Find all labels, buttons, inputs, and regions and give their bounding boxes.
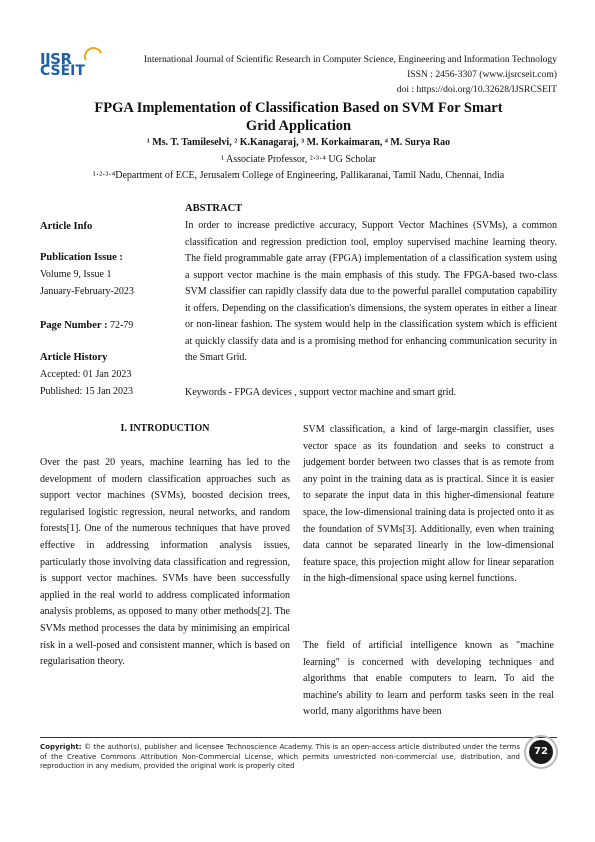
accepted-date: Accepted: 01 Jan 2023 [40, 369, 132, 380]
journal-issn: ISSN : 2456-3307 (www.ijsrcseit.com) [407, 69, 557, 80]
intro-paragraph-2: SVM classification, a kind of large-margin classifier, uses vector space as its foundation and seeks to construct a judgement border between two classes that is as remote from any point in the training data as is practical. Since it is easier to separate the input data in this higher-dimensional feature space, the low-dimensional training data is projected onto it as the foundation of SVMs[3]. Additionally, even when training data cannot be separated linearly in the low-dimensional feature space, this projection might allow for linear separation in the high-dimensional space using kernel functions. [303, 424, 554, 585]
intro-paragraph-3: The field of artificial intelligence known as "machine learning" is concerned with developing techniques and algorithms that enable computers to learn. To aid the machine's ability to learn and perform tasks seen in the real world, many algorithms have been [303, 640, 554, 718]
journal-name: International Journal of Scientific Research in Computer Science, Engineering and Information Technology [143, 54, 557, 65]
article-history-label: Article History [40, 352, 108, 363]
paper-title-line1: FPGA Implementation of Classification Based on SVM For Smart [94, 100, 503, 116]
publication-issue-label: Publication Issue : [40, 252, 123, 263]
paper-authors: ¹ Ms. T. Tamileselvi, ² K.Kanagaraj, ³ M. Korkaimaran, ⁴ M. Surya Rao [146, 137, 451, 148]
publication-period: January-February-2023 [40, 286, 134, 297]
article-info-label: Article Info [40, 221, 93, 232]
intro-paragraph-1: Over the past 20 years, machine learning has led to the development of modern classification approaches such as support vector machines (SVMs), boosted decision trees, regularised logistic regression, neural networks, and random forests[1]. One of the numerous techniques that have proved effective in addressing information analysis issues, particularly those involving data classification and regression, is support vector machines. SVMs have been successfully applied in the real world to address complicated information analysis problems, as opposed to many other methods[2]. The SVMs method processes the data by minimising an empirical risk in a well-posed and consistent manner, which is based on regularisation theory. [40, 457, 290, 668]
logo-bottom-text: CSEIT [40, 63, 85, 79]
author-affiliation: ¹·²·³·⁴Department of ECE, Jerusalem College of Engineering, Pallikaranai, Tamil Nadu, Chennai, India [92, 170, 505, 181]
volume-issue: Volume 9, Issue 1 [40, 269, 112, 280]
author-roles: ¹ Associate Professor, ²·³·⁴ UG Scholar [221, 154, 376, 165]
section-heading-introduction: I. INTRODUCTION [120, 423, 210, 434]
page-number-badge: 72 [529, 740, 553, 764]
journal-logo [40, 50, 102, 80]
paper-title-line2: Grid Application [245, 118, 352, 134]
abstract-body: In order to increase predictive accuracy, Support Vector Machines (SVMs), a common classification and regression prediction tool, employ supervised machine learning theory. The field programmable gate array (FPGA) implementation of a classification system using a support vector machine is the main emphasis of this study. The FPGA-based two-class SVM classifier can rapidly classify data due to the powerful parallel computation capability it offers. Depending on the classification's dimensions, the system operates in either a linear or non-linear fashion. The system would help in the classification system which is efficient at quickly classify data and is a promising method for enhancing communication security in the Smart Grid. [185, 220, 557, 363]
keywords: Keywords - FPGA devices , support vector machine and smart grid. [185, 387, 457, 398]
page-number: Page Number : 72-79 [40, 320, 134, 331]
footer-divider [40, 737, 557, 738]
logo-top-text: IJSR [40, 50, 72, 68]
abstract-heading: ABSTRACT [185, 203, 243, 214]
published-date: Published: 15 Jan 2023 [40, 386, 134, 397]
copyright-notice: Copyright: © the author(s), publisher and licensee Technoscience Academy. This is an open-access article distributed under the terms of the Creative Commons Attribution Non-Commercial License, which permits unrestricted non-commercial use, distribution, and reproduction in any medium, provided the original work is properly cited [40, 743, 520, 771]
journal-doi[interactable]: doi : https://doi.org/10.32628/IJSRCSEIT [396, 84, 557, 95]
